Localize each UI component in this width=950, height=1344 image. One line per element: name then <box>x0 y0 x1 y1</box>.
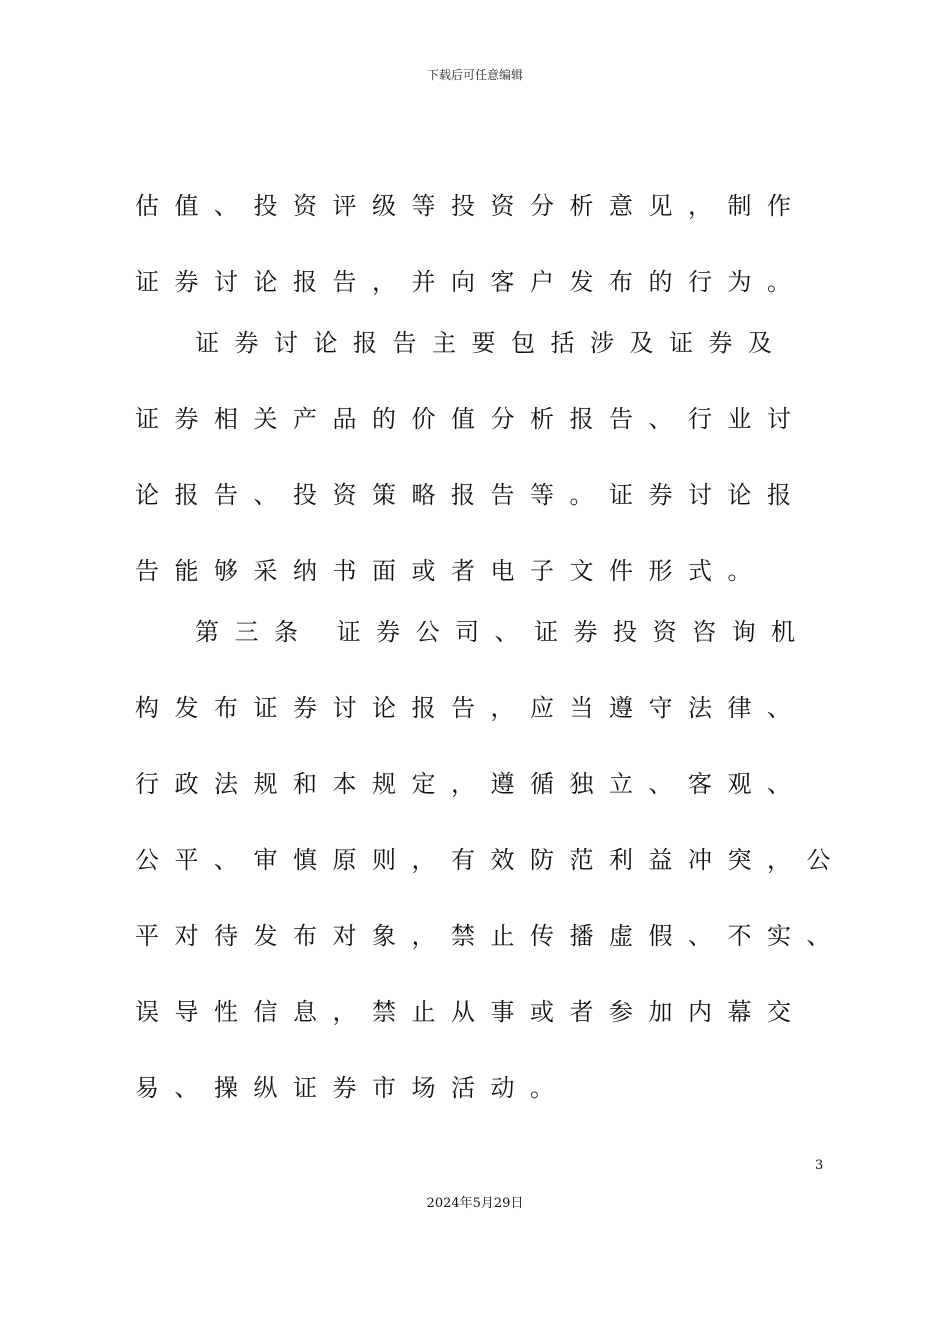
paragraph-line: 误导性信息，禁止从事或者参加内幕交 <box>135 998 807 1026</box>
paragraph-line: 告能够采纳书面或者电子文件形式。 <box>135 557 767 585</box>
article-heading-line: 第三条 证券公司、证券投资咨询机 <box>195 618 811 646</box>
footer-date: 2024年5月29日 <box>426 1196 524 1211</box>
page-header: 下载后可任意编辑 <box>426 68 523 82</box>
paragraph-line: 易、操纵证券市场活动。 <box>135 1074 570 1102</box>
paragraph-line: 证券相关产品的价值分析报告、行业讨 <box>135 405 807 433</box>
paragraph-line: 行政法规和本规定，遵循独立、客观、 <box>135 770 807 798</box>
paragraph-line: 论报告、投资策略报告等。证券讨论报 <box>135 481 807 509</box>
page-number: 3 <box>815 1158 824 1173</box>
paragraph-line: 证券讨论报告主要包括涉及证券及 <box>195 329 788 357</box>
paragraph-line: 公平、审慎原则，有效防范利益冲突，公 <box>135 846 846 874</box>
paragraph-line: 平对待发布对象，禁止传播虚假、不实、 <box>135 922 846 950</box>
paragraph-line: 证券讨论报告，并向客户发布的行为。 <box>135 268 807 296</box>
paragraph-line: 估值、投资评级等投资分析意见，制作 <box>135 192 807 220</box>
paragraph-line: 构发布证券讨论报告，应当遵守法律、 <box>135 694 807 722</box>
